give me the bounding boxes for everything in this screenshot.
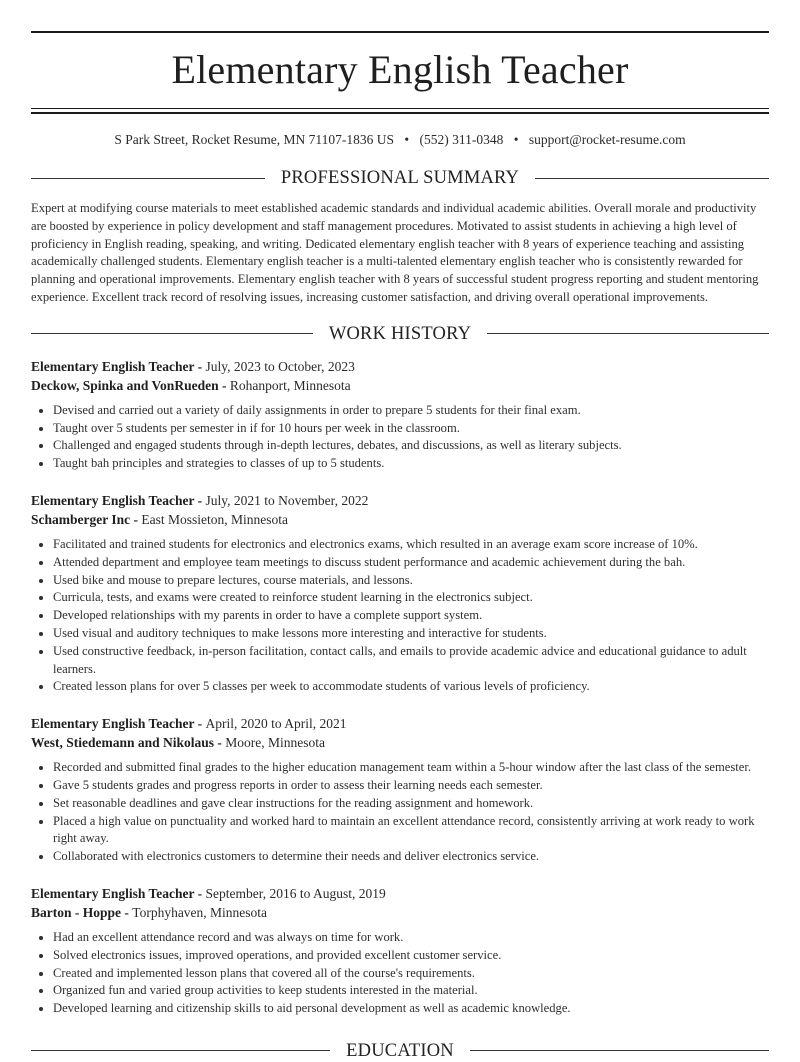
job-company-line bbox=[31, 903, 769, 922]
job-location: Torphyhaven, Minnesota bbox=[132, 904, 268, 920]
bullet-item: • Taught bah principles and strategies to classes of up to 5 students. bbox=[53, 455, 769, 473]
header-top-rule bbox=[31, 31, 769, 33]
bullet-item: • Attended department and employee team meetings to discuss student performance and academic achievement during the bah. bbox=[53, 554, 769, 572]
job-title-line bbox=[31, 884, 769, 903]
bullet-item: • Created and implemented lesson plans that covered all of the course's requirements. bbox=[53, 965, 769, 983]
job-company: Schamberger Inc bbox=[31, 511, 131, 527]
job-title-line bbox=[31, 357, 769, 376]
job-bullets bbox=[31, 929, 769, 1018]
job-location: Rohanport, Minnesota bbox=[229, 377, 351, 393]
dash-separator: - bbox=[121, 904, 133, 920]
heading-rule-right bbox=[470, 1050, 769, 1051]
job-role: Elementary English Teacher bbox=[31, 716, 195, 732]
contact-phone: (552) 311-0348 bbox=[419, 132, 504, 147]
job-dates: July, 2021 to November, 2022 bbox=[205, 492, 369, 508]
bullet-item: • Taught over 5 students per semester in if for 10 hours per week in the classroom. bbox=[53, 420, 769, 438]
bullet-item: • Collaborated with electronics customers to determine their needs and deliver electronics service. bbox=[53, 848, 769, 866]
job-bullets bbox=[31, 536, 769, 696]
job-company-line bbox=[31, 376, 769, 395]
resume-page bbox=[31, 0, 769, 1062]
bullet-item: • Facilitated and trained students for electronics and electronics exams, which resulted in an average exam score increase of 10%. bbox=[53, 536, 769, 554]
job-location: Moore, Minnesota bbox=[225, 735, 326, 751]
summary-text: Expert at modifying course materials to meet established academic standards and individual academic abilities. Overall morale and productivity are boosted by experience in policy development and staff management procedures. Motivated to assist students in achieving a high level of proficiency in English reading, speaking, and writing. Dedicated elementary english teacher with 8 years of experience teaching and assisting academically challenged students. Elementary english teacher is a multi-talented elementary english teacher who is consistently rewarded for planning and operational improvements. Elementary english teacher with 8 years of successful student progress reporting and student mentoring experience. Excellent track record of resolving issues, increasing customer satisfaction, and driving overall operational improvements. bbox=[31, 201, 759, 304]
job-title-line bbox=[31, 491, 769, 510]
bullet-item: • Challenged and engaged students through in-depth lectures, debates, and discussions, as well as literary subjects. bbox=[53, 437, 769, 455]
bullet-item: • Developed relationships with my parents in order to have a complete support system. bbox=[53, 607, 769, 625]
job-entry bbox=[31, 491, 769, 696]
dash-separator: - bbox=[218, 377, 230, 393]
dash-separator: - bbox=[214, 735, 226, 751]
bullet-separator-icon: • bbox=[513, 132, 519, 147]
job-role: Elementary English Teacher bbox=[31, 492, 195, 508]
bullet-item: • Had an excellent attendance record and was always on time for work. bbox=[53, 929, 769, 947]
job-bullets bbox=[31, 402, 769, 473]
job-company: Deckow, Spinka and VonRueden bbox=[31, 377, 219, 393]
heading-rule-left bbox=[31, 333, 313, 334]
contact-address: S Park Street, Rocket Resume, MN 71107-1836 US bbox=[114, 132, 394, 147]
job-company-line bbox=[31, 510, 769, 529]
dash-separator: - bbox=[194, 492, 206, 508]
bullet-separator-icon: • bbox=[404, 132, 410, 147]
dash-separator: - bbox=[194, 358, 206, 374]
bullet-item: • Used constructive feedback, in-person facilitation, contact calls, and emails to provide academic advice and educational guidance to adult learners. bbox=[53, 643, 769, 679]
section-title: EDUCATION bbox=[346, 1040, 454, 1061]
job-title-line bbox=[31, 714, 769, 733]
section-heading bbox=[31, 1040, 769, 1062]
bullet-item: • Organized fun and varied group activities to keep students interested in the material. bbox=[53, 982, 769, 1000]
job-entry bbox=[31, 714, 769, 866]
bullet-item: • Set reasonable deadlines and gave clear instructions for the reading assignment and homework. bbox=[53, 795, 769, 813]
dash-separator: - bbox=[194, 716, 206, 732]
bullet-item: • Used visual and auditory techniques to make lessons more interesting and interactive for students. bbox=[53, 625, 769, 643]
work-history-section bbox=[31, 323, 769, 1018]
bullet-item: • Curricula, tests, and exams were created to reinforce student learning in the electronics subject. bbox=[53, 589, 769, 607]
bullet-item: • Solved electronics issues, improved operations, and provided excellent customer service. bbox=[53, 947, 769, 965]
education-section bbox=[31, 1040, 769, 1062]
job-bullets bbox=[31, 759, 769, 866]
job-role: Elementary English Teacher bbox=[31, 358, 195, 374]
job-location: East Mossieton, Minnesota bbox=[141, 511, 288, 527]
heading-rule-left bbox=[31, 178, 265, 179]
bullet-item: • Created lesson plans for over 5 classes per week to accommodate students of various levels of proficiency. bbox=[53, 678, 769, 696]
section-heading bbox=[31, 323, 769, 345]
bullet-item: • Devised and carried out a variety of daily assignments in order to prepare 5 students for their final exam. bbox=[53, 402, 769, 420]
candidate-name: Elementary English Teacher bbox=[171, 47, 629, 92]
header-double-rule bbox=[31, 108, 769, 111]
contact-line bbox=[31, 132, 769, 148]
section-title: WORK HISTORY bbox=[328, 323, 472, 344]
section-heading bbox=[31, 167, 769, 189]
resume-header bbox=[31, 31, 769, 148]
dash-separator: - bbox=[130, 511, 142, 527]
bullet-item: • Developed learning and citizenship skills to aid personal development as well as academic knowledge. bbox=[53, 1000, 769, 1018]
bullet-item: • Recorded and submitted final grades to the higher education management team within a 5-hour window after the last class of the semester. bbox=[53, 759, 769, 777]
heading-rule-right bbox=[487, 333, 769, 334]
job-dates: July, 2023 to October, 2023 bbox=[205, 358, 355, 374]
bullet-item: • Gave 5 students grades and progress reports in order to assess their learning needs each semester. bbox=[53, 777, 769, 795]
job-company-line bbox=[31, 733, 769, 752]
bullet-item: • Placed a high value on punctuality and worked hard to maintain an excellent attendance record, consistently arriving at work ready to work right away. bbox=[53, 813, 769, 849]
job-entry bbox=[31, 884, 769, 1018]
job-company: Barton - Hoppe bbox=[31, 904, 122, 920]
job-role: Elementary English Teacher bbox=[31, 885, 195, 901]
section-title: PROFESSIONAL SUMMARY bbox=[280, 168, 520, 188]
heading-rule-left bbox=[31, 1050, 330, 1051]
job-company: West, Stiedemann and Nikolaus bbox=[31, 735, 215, 751]
heading-rule-right bbox=[535, 178, 769, 179]
bullet-item: • Used bike and mouse to prepare lectures, course materials, and lessons. bbox=[53, 572, 769, 590]
job-entry bbox=[31, 357, 769, 473]
dash-separator: - bbox=[194, 885, 206, 901]
contact-email: support@rocket-resume.com bbox=[528, 132, 686, 147]
job-dates: April, 2020 to April, 2021 bbox=[205, 716, 347, 732]
job-dates: September, 2016 to August, 2019 bbox=[205, 885, 386, 901]
professional-summary-section bbox=[31, 167, 769, 307]
